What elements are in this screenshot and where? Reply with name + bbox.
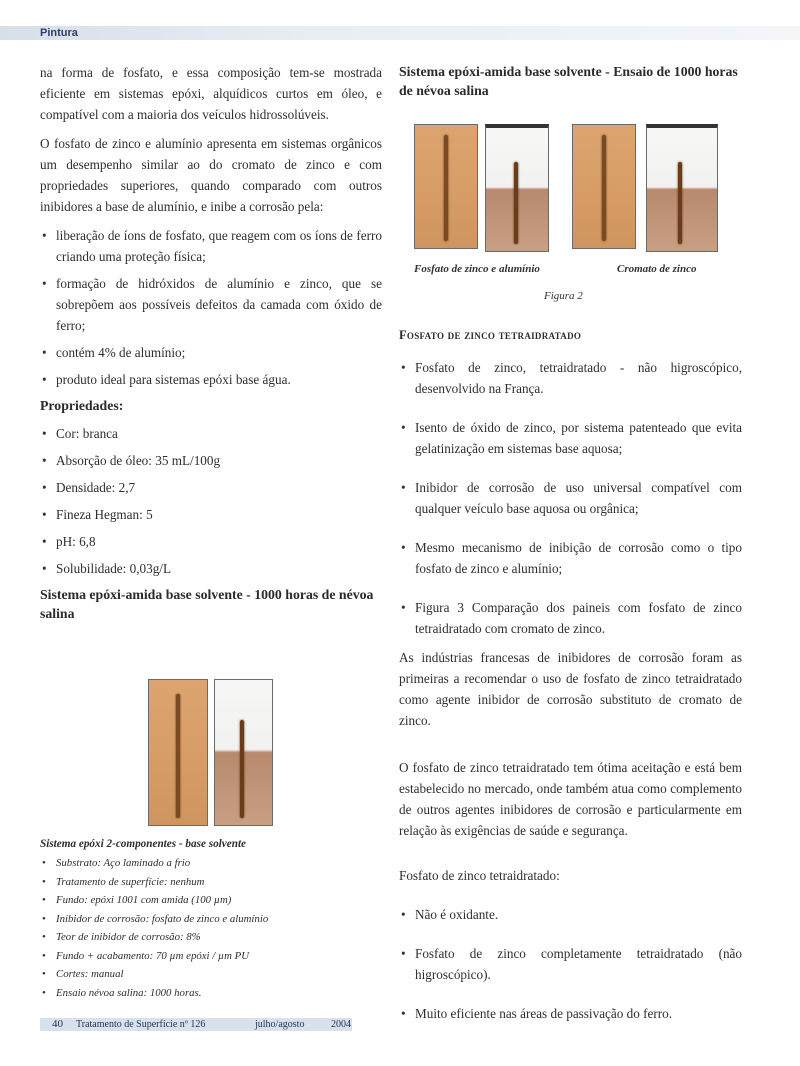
right-column [399, 316, 742, 1030]
paragraph: O fosfato de zinco tetraidratado tem ótima aceitação e está bem estabelecido no mercado, onde também atua como complemento de outros agentes inibidores de corrosão e particularmente em relação às exigências de saúde e segurança. [399, 760, 742, 838]
page-number: 40 [52, 1018, 63, 1030]
list-item: • liberação de íons de fosfato, que reagem com os íons de ferro criando uma proteção física; [40, 225, 382, 267]
spec-block [40, 838, 370, 1002]
left-column [40, 62, 382, 631]
list-item: • Figura 3 Comparação dos paineis com fosfato de zinco tetraidratado com cromato de zinco. [399, 597, 742, 639]
list-item: • Cor: branca [40, 423, 382, 444]
list-item: • Solubilidade: 0,03g/L [40, 558, 382, 579]
intro-paragraph-1: na forma de fosfato, e essa composição tem-se mostrada eficiente em sistemas epóxi, alquídicos curtos em óleo, e compatível com a maioria dos veículos hidrossolúveis. [40, 65, 382, 122]
list-item: • Ensaio névoa salina: 1000 horas. [40, 984, 370, 1003]
magazine-name: Tratamento de Superfície nº 126 [76, 1019, 206, 1030]
list-item: • Substrato: Aço laminado a frio [40, 854, 370, 873]
list-item: • Mesmo mecanismo de inibição de corrosão como o tipo fosfato de zinco e alumínio; [399, 537, 742, 579]
list-item: • formação de hidróxidos de alumínio e zinco, que se sobrepõem aos possíveis defeitos da camada com óxido de ferro; [40, 273, 382, 336]
scribe-mark [602, 135, 606, 241]
list-item: • Inibidor de corrosão: fosfato de zinco e alumínio [40, 910, 370, 929]
list-item: • Isento de óxido de zinco, por sistema patenteado que evita gelatinização em sistemas base aquosa; [399, 417, 742, 459]
header-bar [0, 26, 800, 40]
list-item: • pH: 6,8 [40, 531, 382, 552]
list-item: • Fosfato de zinco, tetraidratado - não higroscópico, desenvolvido na França. [399, 357, 742, 399]
list-item: • Tratamento de superfície: nenhum [40, 873, 370, 892]
scribe-mark [176, 694, 180, 818]
list-item: • Fineza Hegman: 5 [40, 504, 382, 525]
scribe-mark [678, 162, 682, 244]
list-item: • Muito eficiente nas áreas de passivação do ferro. [399, 1003, 742, 1024]
issue-months: julho/agosto [255, 1019, 305, 1030]
scribe-mark [514, 162, 518, 244]
section-label: Pintura [40, 27, 78, 39]
paragraph: Fosfato de zinco tetraidratado: [399, 868, 560, 883]
test-panel-image [214, 679, 273, 826]
list-item: • Fundo + acabamento: 70 µm epóxi / µm PU [40, 947, 370, 966]
right-figure-title: Sistema epóxi-amida base solvente - Ensaio de 1000 horas de névoa salina [399, 64, 738, 98]
left-figure-title: Sistema epóxi-amida base solvente - 1000 horas de névoa salina [40, 587, 374, 621]
list-item: • Não é oxidante. [399, 904, 742, 925]
list-item: • contém 4% de alumínio; [40, 342, 382, 363]
list-item: • Absorção de óleo: 35 mL/100g [40, 450, 382, 471]
properties-list [40, 423, 382, 579]
inhibition-list [40, 225, 382, 390]
test-panel-image [414, 124, 478, 249]
section-heading: Fosfato de zinco tetraidratado [399, 328, 582, 342]
scribe-mark [240, 720, 244, 818]
test-panel-image [148, 679, 208, 826]
properties-list-2 [399, 904, 742, 1024]
spec-title: Sistema epóxi 2-componentes - base solvente [40, 838, 247, 850]
list-item: • Teor de inibidor de corrosão: 8% [40, 928, 370, 947]
spec-list [40, 854, 370, 1002]
list-item: • Inibidor de corrosão de uso universal compatível com qualquer veículo base aquosa ou orgânica; [399, 477, 742, 519]
scribe-mark [444, 135, 448, 241]
list-item: • Fundo: epóxi 1001 com amida (100 µm) [40, 891, 370, 910]
test-panel-image [485, 124, 549, 252]
list-item: • Cortes: manual [40, 965, 370, 984]
paragraph: As indústrias francesas de inibidores de corrosão foram as primeiras a recomendar o uso de fosfato de zinco tetraidratado como agente inibidor de corrosão substituto de cromato de zinco. [399, 650, 742, 728]
test-panel-image [572, 124, 636, 249]
list-item: • Fosfato de zinco completamente tetraidratado (não higroscópico). [399, 943, 742, 985]
caption-cromato: Cromato de zinco [617, 263, 697, 275]
issue-year: 2004 [331, 1019, 351, 1030]
list-item: • Densidade: 2,7 [40, 477, 382, 498]
intro-paragraph-2: O fosfato de zinco e alumínio apresenta em sistemas orgânicos um desempenho similar ao do cromato de zinco e com propriedades superiores, quando comparado com outros inibidores a base de alumínio, e inibe a corrosão pela: [40, 136, 382, 214]
properties-heading: Propriedades: [40, 398, 124, 413]
list-item: • produto ideal para sistemas epóxi base água. [40, 369, 382, 390]
test-panel-image [646, 124, 718, 252]
caption-fosfato: Fosfato de zinco e alumínio [414, 263, 540, 275]
figure-label: Figura 2 [544, 290, 583, 302]
page-footer [40, 1018, 352, 1031]
tetraidratado-list [399, 357, 742, 639]
